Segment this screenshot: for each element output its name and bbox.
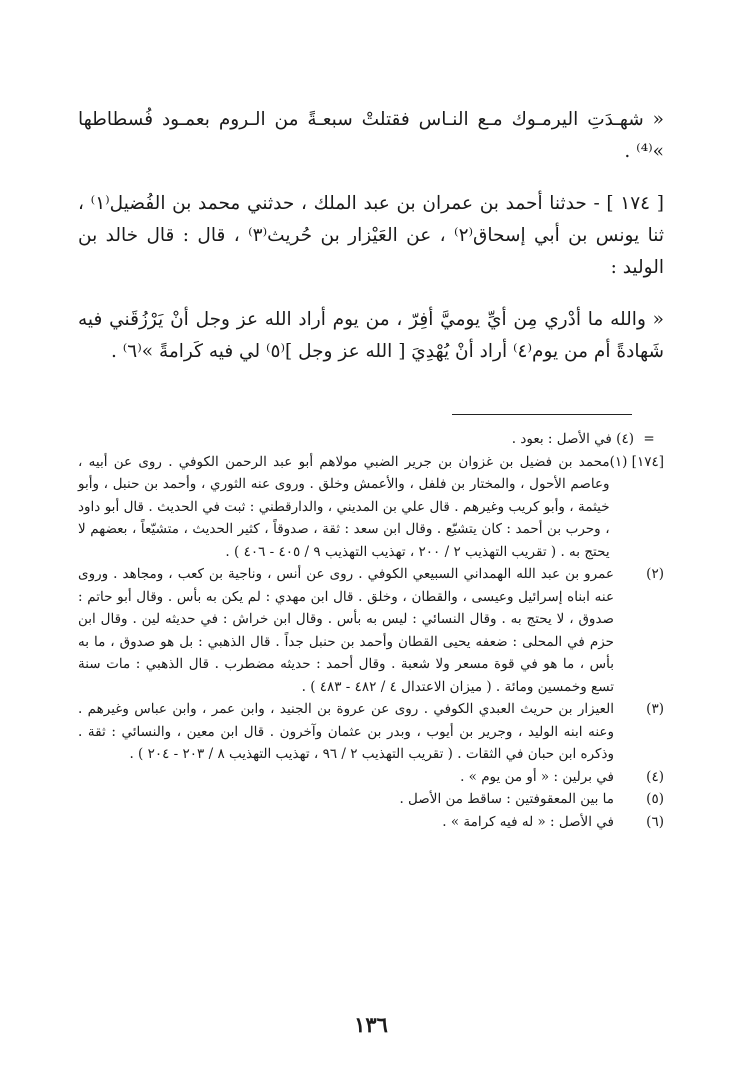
footnote-separator [452,414,632,415]
paragraph-hadith-174: [ ١٧٤ ] - حدثنا أحمد بن عمران بن عبد الملك ، حدثني محمد بن الفُضيل⁽١⁾ ، ثنا يونس بن أبي إسحاق⁽٢⁾ ، عن العَيْزار بن حُريث⁽٣⁾ ، قال : قال خالد بن الوليد : [78,193,664,278]
footnote-marker: (٥) [646,791,664,807]
footnote-text: عمرو بن عبد الله الهمداني السبيعي الكوفي . روى عن أنس ، وناجية بن كعب ، ومجاهد . وروى عنه ابناه إسرائيل وعيسى ، والقطان ، وخلق . قال ابن مهدي : لم يكن به بأس . وقال أبو حاتم : صدوق ، لا يحتج به . وقال النسائي : ليس به بأس . وقال ابن خراش : في حديثه لين . وقال ابن حزم في المحلى : ضعفه يحيى القطان وأحمد بن حنبل جداً . قال الذهبي : بل هو صدوق ، ما به بأس ، ما هو في قوة مسعر ولا شعبة . وقال أحمد : حديثه مضطرب . قال الذهبي : مات سنة تسع وخمسين ومائة . ( ميزان الاعتدال ٤ / ٤٨٢ - ٤٨٣ ) . [78,566,614,695]
footnote-marker: (٣) [646,701,664,717]
footnote-text: العيزار بن حريث العبدي الكوفي . روى عن عروة بن الجنيد ، وابن عمر ، وابن عباس وغيرهم . وعنه ابنه الوليد ، وجرير بن أيوب ، وبدر بن عثمان وآخرون . قال ابن معين ، والنسائي : ثقة . وذكره ابن حبان في الثقات . ( تقريب التهذيب ٢ / ٩٦ ، تهذيب التهذيب ٨ / ٢٠٣ - ٢٠٤ ) . [78,701,614,762]
footnote-text: في برلين : « أو من يوم » . [460,768,614,785]
footnote-marker: (٢) [646,566,664,582]
paragraph-quote-yarmouk: « شهـدَتِ اليرمـوك مـع النـاس فقتلتْ سبعـةً من الـروم بعمـود فُسطاطها »⁽⁴⁾ . [78,109,664,162]
paragraph-quote-khalid: « والله ما أدْري مِن أيِّ يوميَّ أفِرّ ، من يوم أراد الله عز وجل أنْ يَرْزُقَني فيه شَهادةً أم من يوم⁽٤⁾ أراد أنْ يُهْدِيَ [ الله عز وجل ]⁽٥⁾ لي فيه كَرامةً »⁽٦⁾ . [78,309,664,362]
footnote-4 [78,766,664,789]
footnote-3 [78,698,664,766]
footnote-marker: = [643,431,655,447]
footnote-continued [78,428,664,451]
page-number: ١٣٦ [354,1012,388,1037]
footnotes [78,428,664,833]
footnote-marker: [١٧٤] (١) [609,453,664,470]
footnote-1 [78,451,664,564]
footnote-text: ما بين المعقوفتين : ساقط من الأصل . [399,791,614,807]
footnote-2 [78,563,664,698]
footnote-5 [78,788,664,811]
footnote-6 [78,811,664,834]
footnote-text: في الأصل : « له فيه كرامة » . [442,813,614,830]
footnote-text: محمد بن فضيل بن غزوان بن جرير الضبي مولاهم أبو عبد الرحمن الكوفي . روى عن أبيه ، وعاصم الأحول ، والمختار بن فلفل ، والأعمش وخلق . وروى عنه الثوري ، وأحمد بن حنبل ، وأبو خيثمة ، وأبو كريب وغيرهم . قال علي بن المديني ، والدارقطني : ثبت في الحديث . قال أبو داود ، وحرب بن أحمد : كان يتشيّع . وقال ابن سعد : ثقة ، صدوقاً ، كثير الحديث ، متشيّعاً ، بعضهم لا يحتج به . ( تقريب التهذيب ٢ / ٢٠٠ ، تهذيب التهذيب ٩ / ٤٠٥ - ٤٠٦ ) . [78,453,610,560]
footnote-marker: (٤) [646,768,664,785]
main-text [78,104,664,388]
footnote-marker: (٦) [646,813,664,830]
footnote-text: (٤) في الأصل : بعود . [511,431,634,447]
